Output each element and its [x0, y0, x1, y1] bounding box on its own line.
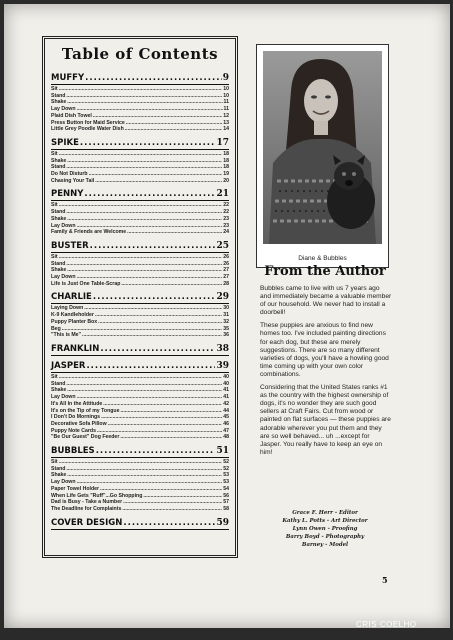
dot-leader: [103, 401, 222, 408]
toc-entry: [51, 93, 229, 100]
entry-label: Beg: [51, 325, 61, 332]
section-page: 17: [216, 137, 229, 148]
dot-leader: [120, 434, 222, 441]
entry-page: 22: [223, 209, 229, 216]
dot-leader: [101, 414, 222, 421]
toc-entry: [51, 499, 229, 506]
entry-page: 11: [223, 106, 229, 113]
toc-entry: [51, 408, 229, 415]
entry-label: Life is Just One Table-Scrap: [51, 280, 121, 287]
entry-label: Sit: [51, 86, 58, 92]
entry-label: Shake: [51, 215, 67, 222]
toc-entry: [51, 254, 229, 261]
magazine-page: [4, 4, 450, 628]
entry-page: 18: [223, 150, 229, 157]
entry-label: K-9 Kandleholder: [51, 312, 94, 319]
dot-leader: [67, 216, 222, 223]
dot-leader: [123, 499, 222, 506]
author-section-title: From the Author: [264, 264, 386, 279]
entry-label: Plaid Dish Towel: [51, 112, 92, 119]
entry-page: 41: [223, 387, 229, 394]
toc-entry: [51, 171, 229, 178]
toc-entry: [51, 99, 229, 106]
toc-entry: [51, 158, 229, 165]
dot-leader: [67, 99, 222, 106]
toc-entry: [51, 229, 229, 236]
entry-page: 12: [223, 112, 229, 119]
toc-entry: [51, 332, 229, 339]
entry-label: "This is Me": [51, 332, 81, 339]
toc-entry: [51, 126, 229, 133]
credit-line: Lynn Owen - Proofing: [292, 526, 358, 532]
section-title: JASPER: [51, 360, 86, 371]
entry-page: 31: [223, 312, 229, 319]
entry-page: 13: [223, 119, 229, 126]
section-page: 39: [216, 360, 229, 371]
entry-page: 27: [223, 267, 229, 274]
entry-page: 45: [223, 414, 229, 421]
entry-label: The Deadline for Complaints: [51, 505, 122, 512]
toc-section: [51, 73, 229, 133]
entry-page: 56: [223, 492, 229, 499]
dot-leader: [125, 126, 222, 133]
dot-leader: [86, 361, 215, 371]
dot-leader: [59, 202, 223, 209]
toc-section-heading: [51, 138, 229, 150]
page-number: 5: [382, 575, 388, 585]
author-photo: [263, 51, 382, 244]
entry-label: Stand: [51, 380, 66, 387]
section-title: CHARLIE: [51, 292, 92, 303]
section-page: 25: [216, 240, 229, 251]
section-title: BUSTER: [51, 240, 89, 251]
entry-label: Stand: [51, 209, 66, 216]
toc-entry: [51, 421, 229, 428]
toc-entry: [51, 151, 229, 158]
entry-label: Press Button for Maid Service: [51, 119, 125, 126]
toc-section-heading: [51, 241, 229, 253]
dot-leader: [98, 319, 222, 326]
section-page: 38: [216, 343, 229, 354]
toc-section: [51, 189, 229, 236]
entry-page: 10: [223, 92, 229, 99]
entry-label: Stand: [51, 164, 66, 171]
dot-leader: [126, 120, 222, 127]
entry-page: 23: [223, 215, 229, 222]
dot-leader: [100, 486, 222, 493]
entry-page: 58: [223, 505, 229, 512]
entry-page: 26: [223, 260, 229, 267]
entry-page: 36: [223, 332, 229, 339]
author-paragraph: These puppies are anxious to find new homes too. I've included painting directions for each dog, but these are merely suggestions. There are so many different varieties of dogs, you'll have a howling good time coming up with your own color combinations.: [260, 322, 389, 378]
toc-section-heading: [51, 73, 229, 85]
section-page: 59: [216, 517, 229, 528]
toc-entry: [51, 209, 229, 216]
section-title: COVER DESIGN: [51, 517, 123, 528]
toc-entry: [51, 305, 229, 312]
entry-page: 48: [223, 434, 229, 441]
toc-entry: [51, 434, 229, 441]
dot-leader: [96, 446, 216, 456]
dot-leader: [66, 261, 222, 268]
entry-page: 10: [223, 86, 229, 92]
section-page: 9: [222, 73, 229, 83]
entry-label: Chasing Your Tail: [51, 177, 95, 184]
dot-leader: [95, 178, 222, 185]
toc-entry: [51, 387, 229, 394]
dot-leader: [93, 113, 222, 120]
dot-leader: [127, 229, 222, 236]
entry-page: 30: [223, 305, 229, 312]
toc-entry: [51, 401, 229, 408]
credit-line: Kathy L. Potts - Art Director: [282, 518, 368, 524]
toc-entry: [51, 381, 229, 388]
dot-leader: [59, 459, 223, 466]
toc-section: [51, 518, 229, 530]
toc-title: Table of Contents: [61, 45, 219, 63]
section-page: 21: [216, 189, 229, 200]
toc-entry: [51, 223, 229, 230]
dot-leader: [77, 479, 223, 486]
toc-entry: [51, 261, 229, 268]
dot-leader: [95, 312, 222, 319]
dot-leader: [67, 158, 222, 165]
toc-entry: [51, 178, 229, 185]
entry-page: 22: [223, 202, 229, 209]
dot-leader: [143, 493, 222, 500]
author-paragraph: Considering that the United States ranks #1 as the country with the highest ownership of dogs, it's no wonder they are such good sellers at Craft Fairs. Cut from wood or painted on flat surfaces — these puppies are adorable wherever you put them and they are so well behaved... uh ...except for Jasper. You really have to keep an eye on him!: [260, 384, 391, 456]
toc-section: [51, 446, 229, 513]
author-with-dog-image: [263, 51, 382, 244]
entry-label: Dad is Busy - Take a Number: [51, 499, 123, 506]
dot-leader: [62, 326, 222, 333]
dot-leader: [123, 518, 215, 528]
toc-entry: [51, 86, 229, 93]
entry-label: Stand: [51, 92, 66, 99]
entry-page: 23: [223, 222, 229, 229]
toc-entry: [51, 113, 229, 120]
watermark-text: CRIS COELHO: [356, 620, 417, 629]
dot-leader: [77, 274, 223, 281]
toc-entry: [51, 267, 229, 274]
toc-entry: [51, 312, 229, 319]
photo-caption: Diane & Bubbles: [298, 255, 347, 262]
table-of-contents: [42, 36, 238, 558]
toc-section-heading: [51, 446, 229, 458]
toc-section: [51, 344, 229, 356]
entry-label: Lay Down: [51, 479, 76, 486]
entry-page: 40: [223, 380, 229, 387]
toc-section-heading: [51, 292, 229, 304]
entry-label: Shake: [51, 157, 67, 164]
toc-entry: [51, 281, 229, 288]
toc-section: [51, 138, 229, 185]
toc-entry: [51, 493, 229, 500]
toc-entry: [51, 326, 229, 333]
section-title: MUFFY: [51, 73, 85, 83]
entry-label: Lay Down: [51, 274, 76, 281]
entry-page: 24: [223, 229, 229, 236]
entry-label: Laying Down: [51, 305, 84, 312]
toc-section-heading: [51, 344, 229, 356]
toc-section-heading: [51, 361, 229, 373]
dot-leader: [100, 344, 215, 354]
entry-label: Puppy Note Cards: [51, 427, 96, 434]
entry-label: Sit: [51, 373, 58, 380]
dot-leader: [84, 189, 215, 199]
dot-leader: [82, 332, 222, 339]
dot-leader: [93, 292, 216, 302]
toc-entry: [51, 466, 229, 473]
entry-page: 28: [223, 280, 229, 287]
toc-entry: [51, 216, 229, 223]
dot-leader: [59, 86, 223, 93]
entry-page: 18: [223, 164, 229, 171]
toc-entry: [51, 394, 229, 401]
credit-line: Grace F. Herr - Editor: [292, 510, 358, 516]
entry-label: Do Not Disturb: [51, 171, 88, 178]
entry-page: 52: [223, 465, 229, 472]
section-title: SPIKE: [51, 137, 79, 148]
entry-label: Shake: [51, 472, 67, 479]
toc-entry: [51, 319, 229, 326]
toc-entry: [51, 506, 229, 513]
entry-label: Sit: [51, 202, 58, 209]
entry-label: Lay Down: [51, 106, 76, 113]
dot-leader: [85, 73, 222, 83]
dot-leader: [59, 374, 223, 381]
entry-page: 40: [223, 373, 229, 380]
entry-page: 57: [223, 499, 229, 506]
section-title: FRANKLIN: [51, 343, 100, 354]
entry-label: Stand: [51, 465, 66, 472]
toc-entry: [51, 472, 229, 479]
section-title: BUBBLES: [51, 446, 95, 457]
dot-leader: [67, 472, 222, 479]
author-text: [260, 285, 392, 462]
entry-page: 35: [223, 325, 229, 332]
entry-label: It's All In the Attitude: [51, 400, 103, 407]
dot-leader: [90, 241, 216, 251]
entry-page: 53: [223, 472, 229, 479]
dot-leader: [121, 281, 222, 288]
toc-entry: [51, 106, 229, 113]
entry-label: Puppy Planter Box: [51, 318, 98, 325]
entry-label: Shake: [51, 267, 67, 274]
section-page: 51: [216, 446, 229, 457]
entry-page: 26: [223, 253, 229, 260]
dot-leader: [77, 106, 223, 113]
entry-label: Little Grey Poodle Water Dish: [51, 126, 124, 133]
toc-entry: [51, 202, 229, 209]
dot-leader: [120, 408, 222, 415]
dot-leader: [66, 381, 222, 388]
entry-label: Shake: [51, 99, 67, 106]
toc-section-heading: [51, 189, 229, 201]
dot-leader: [59, 254, 223, 261]
dot-leader: [66, 164, 222, 171]
entry-page: 20: [223, 177, 229, 184]
entry-page: 14: [223, 126, 229, 133]
entry-label: Sit: [51, 150, 58, 157]
dot-leader: [59, 151, 223, 158]
dot-leader: [66, 93, 222, 100]
entry-page: 41: [223, 394, 229, 401]
author-paragraph: Bubbles came to live with us 7 years ago and immediately became a valuable member of our household. We never had to install a doorbell!: [260, 285, 392, 317]
entry-label: When Life Gets "Ruff"...Go Shopping: [51, 492, 143, 499]
dot-leader: [97, 428, 222, 435]
entry-label: I Don't Do Mornings: [51, 414, 101, 421]
entry-page: 54: [223, 485, 229, 492]
credit-line: Barney - Model: [301, 542, 349, 548]
dot-leader: [108, 421, 223, 428]
credit-line: Barry Boyd - Photography: [285, 534, 365, 540]
toc-entry: [51, 428, 229, 435]
entry-label: Shake: [51, 387, 67, 394]
toc-entry: [51, 164, 229, 171]
entry-label: Sit: [51, 253, 58, 260]
toc-section: [51, 361, 229, 441]
dot-leader: [66, 209, 222, 216]
entry-label: Sit: [51, 459, 58, 466]
entry-page: 27: [223, 274, 229, 281]
entry-label: "Be Our Guest" Dog Feeder: [51, 434, 120, 441]
dot-leader: [77, 223, 223, 230]
toc-entry: [51, 414, 229, 421]
dot-leader: [84, 305, 222, 312]
entry-page: 53: [223, 479, 229, 486]
author-photo-frame: [256, 44, 389, 268]
entry-page: 52: [223, 459, 229, 466]
toc-entry: [51, 479, 229, 486]
entry-label: Lay Down: [51, 222, 76, 229]
entry-page: 47: [223, 427, 229, 434]
section-title: PENNY: [51, 189, 84, 200]
dot-leader: [67, 267, 222, 274]
toc-entry: [51, 274, 229, 281]
entry-page: 32: [223, 318, 229, 325]
dot-leader: [80, 138, 216, 148]
entry-page: 18: [223, 157, 229, 164]
toc-entry: [51, 459, 229, 466]
entry-page: 46: [223, 420, 229, 427]
entry-page: 44: [223, 407, 229, 414]
toc-section-list: [51, 73, 229, 530]
entry-label: Paper Towel Holder: [51, 485, 100, 492]
section-page: 29: [216, 292, 229, 303]
entry-label: Family & Friends are Welcome: [51, 229, 127, 236]
dot-leader: [89, 171, 223, 178]
toc-section-heading: [51, 518, 229, 530]
toc-section: [51, 241, 229, 288]
entry-label: Decorative Sofa Pillow: [51, 420, 107, 427]
entry-page: 11: [223, 99, 229, 106]
dot-leader: [67, 387, 222, 394]
entry-label: Lay Down: [51, 394, 76, 401]
dot-leader: [122, 506, 222, 513]
staff-credits: [260, 509, 390, 549]
toc-entry: [51, 486, 229, 493]
toc-entry: [51, 120, 229, 127]
entry-page: 19: [223, 171, 229, 178]
dot-leader: [77, 394, 223, 401]
toc-entry: [51, 374, 229, 381]
entry-page: 42: [223, 400, 229, 407]
dot-leader: [66, 466, 222, 473]
toc-section: [51, 292, 229, 339]
entry-label: Stand: [51, 260, 66, 267]
entry-label: It's on the Tip of my Tongue: [51, 407, 120, 414]
